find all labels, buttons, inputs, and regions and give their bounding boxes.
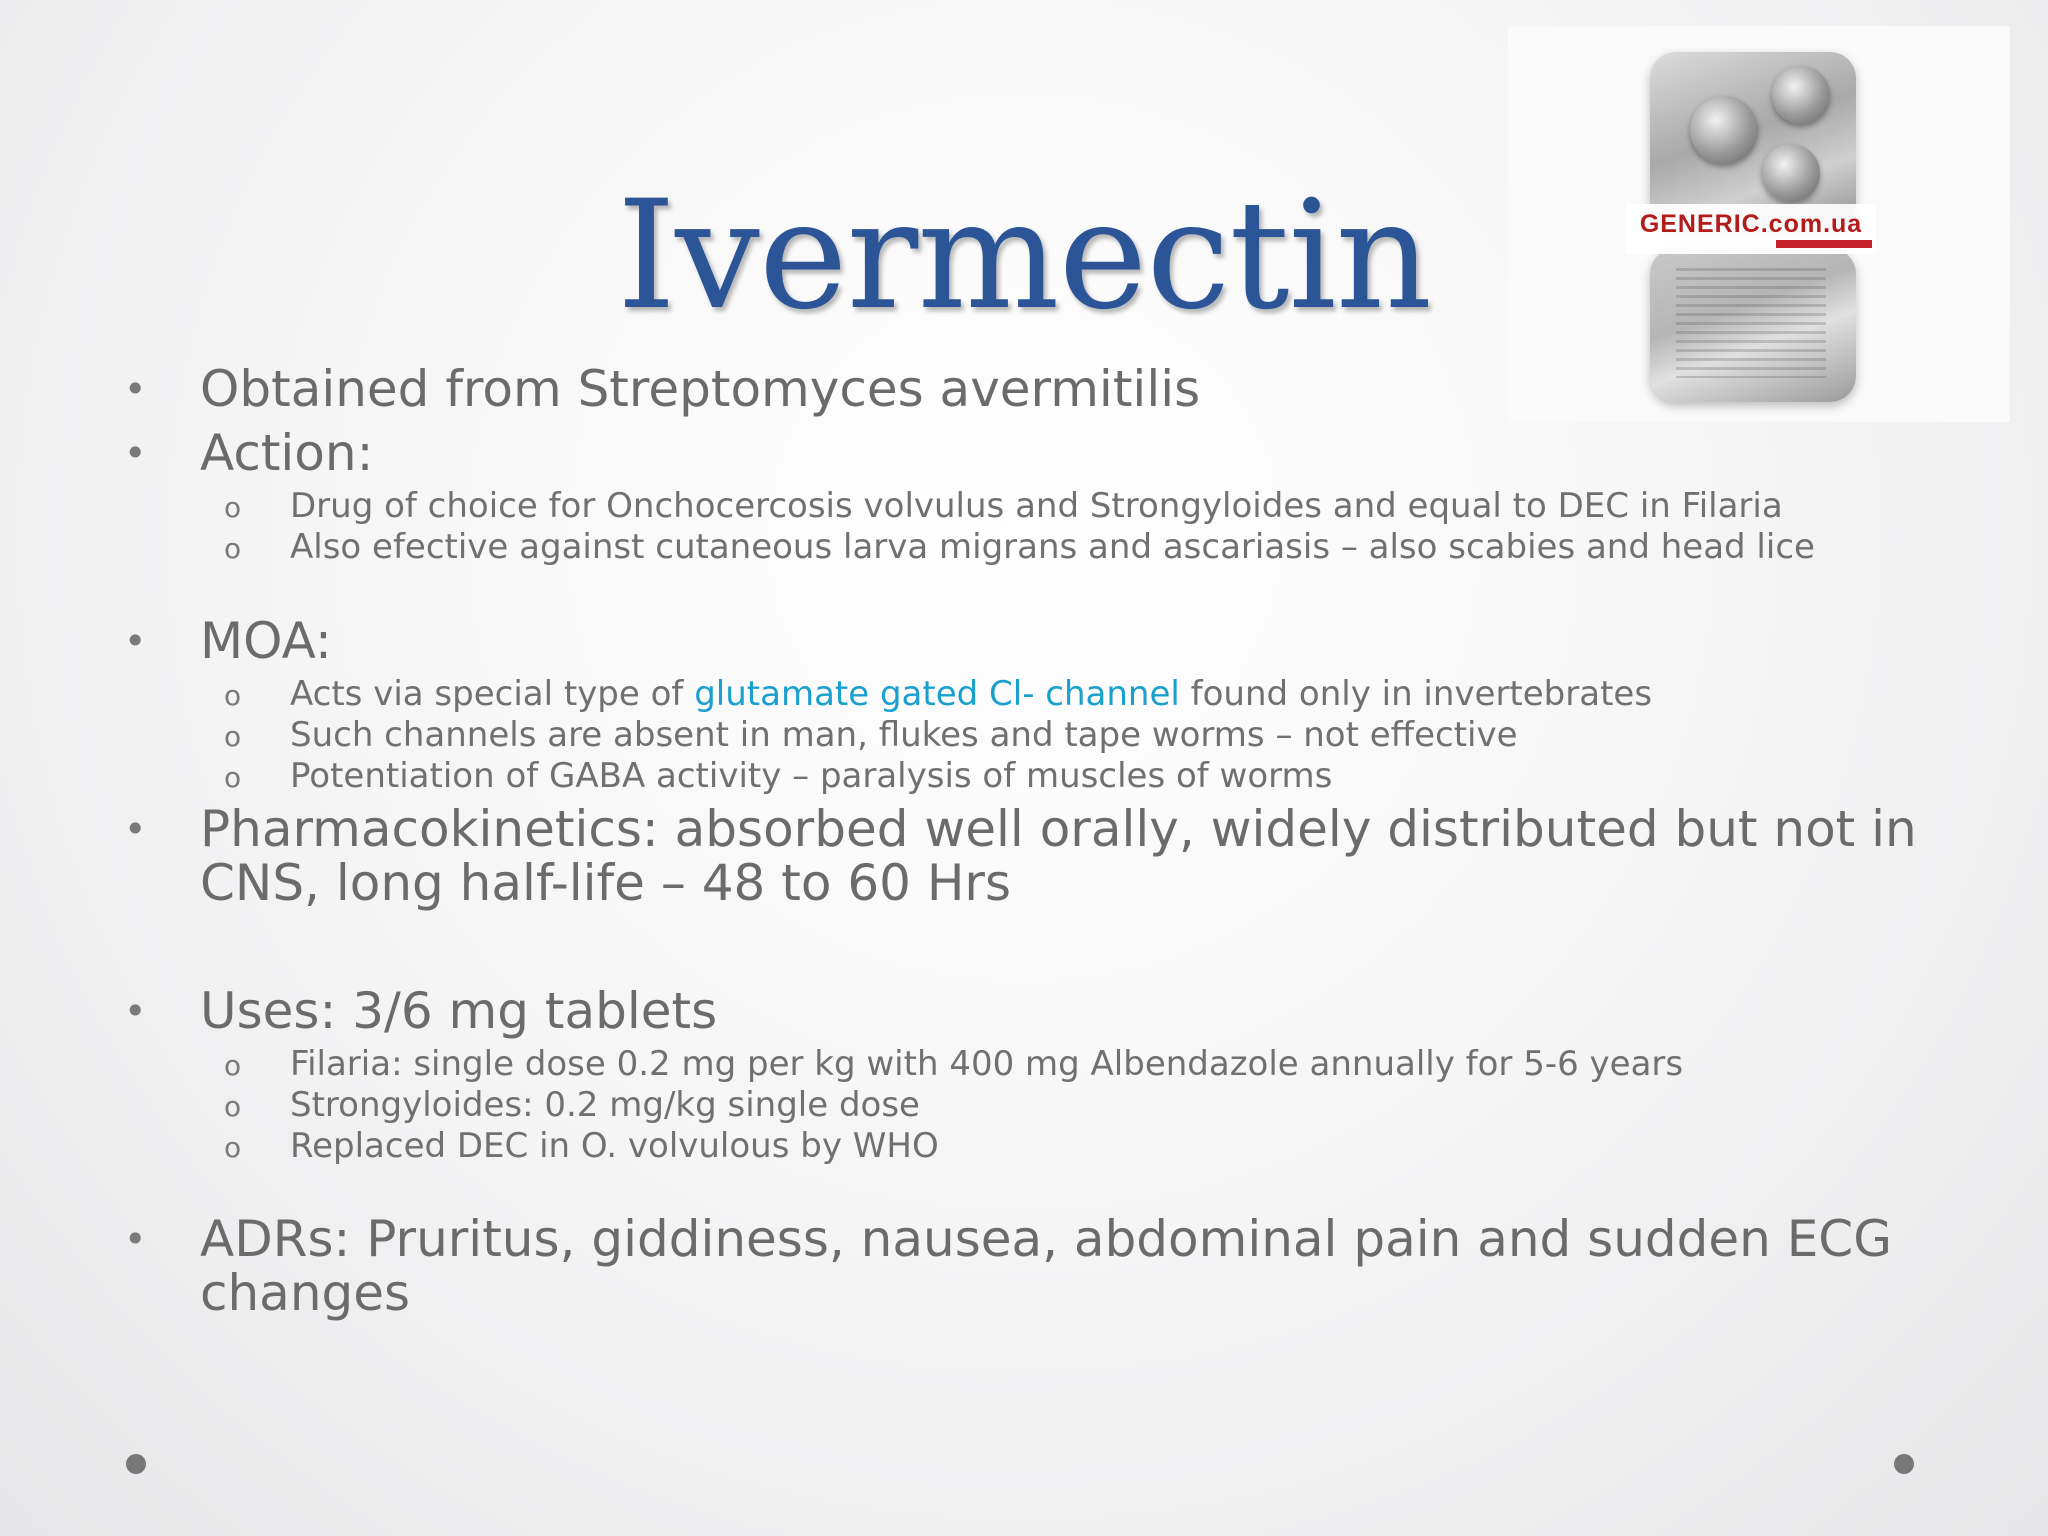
sub-bullet-moa-3 — [224, 756, 1333, 796]
bullet-icon: • — [124, 619, 147, 663]
tablet — [1690, 96, 1758, 164]
sub-bullet-icon: o — [224, 761, 242, 794]
bullet-text: ADRs: Pruritus, giddiness, nausea, abdominal pain and sudden ECG changes — [200, 1210, 1892, 1322]
brand-logo-text: GENERIC.com.ua — [1639, 210, 1863, 238]
highlight-text: glutamate gated Cl- channel — [694, 674, 1180, 714]
bullet-text: MOA: — [200, 612, 332, 670]
sub-bullet-icon: o — [224, 720, 242, 753]
sub-bullet-icon: o — [224, 532, 242, 565]
sub-bullet-text: Filaria: single dose 0.2 mg per kg with 400 mg Albendazole annually for 5-6 years — [290, 1044, 1684, 1084]
sub-bullet-moa-1 — [224, 674, 1653, 714]
sub-bullet-icon: o — [224, 1131, 242, 1164]
sub-bullet-prefix: Acts via special type of — [290, 674, 695, 714]
decorative-dot-right — [1894, 1454, 1914, 1474]
bullet-adrs — [124, 1210, 1920, 1322]
slide-title: Ivermectin — [616, 169, 1432, 343]
bullet-icon: • — [124, 807, 147, 851]
sub-bullet-text: Drug of choice for Onchocercosis volvulus and Strongyloides and equal to DEC in Filaria — [290, 486, 1783, 526]
bullet-text: Action: — [200, 424, 374, 482]
sub-bullet-text: Replaced DEC in O. volvulous by WHO — [290, 1126, 939, 1166]
bullet-icon: • — [124, 1217, 147, 1261]
sub-bullet-text: Also efective against cutaneous larva migrans and ascariasis – also scabies and head lice — [290, 527, 1815, 567]
decorative-dot-left — [126, 1454, 146, 1474]
sub-bullet-icon: o — [224, 491, 242, 524]
sub-bullet-moa-2 — [224, 715, 1518, 755]
sub-bullet-uses-1 — [224, 1044, 1684, 1084]
bullet-text: Uses: 3/6 mg tablets — [200, 982, 718, 1040]
sub-bullet-uses-3 — [224, 1126, 939, 1166]
sub-bullet-action-1 — [224, 486, 1783, 526]
sub-bullet-text: Strongyloides: 0.2 mg/kg single dose — [290, 1085, 920, 1125]
bullet-text: Obtained from Streptomyces avermitilis — [200, 360, 1201, 418]
sub-bullet-text: Potentiation of GABA activity – paralysis of muscles of worms — [290, 756, 1333, 796]
bullet-source — [124, 360, 1201, 418]
sub-bullet-suffix: found only in invertebrates — [1179, 674, 1653, 714]
bullet-action — [124, 424, 374, 482]
bullet-icon: • — [124, 431, 147, 475]
sub-bullet-text: Such channels are absent in man, flukes and tape worms – not effective — [290, 715, 1518, 755]
sub-bullet-icon: o — [224, 1090, 242, 1123]
bullet-uses — [124, 982, 718, 1040]
sub-bullet-icon: o — [224, 1049, 242, 1082]
sub-bullet-action-2 — [224, 527, 1815, 567]
bullet-moa — [124, 612, 332, 670]
bullet-pharmacokinetics — [124, 800, 1920, 912]
bullet-icon: • — [124, 367, 147, 411]
bullet-icon: • — [124, 989, 147, 1033]
tablet — [1772, 66, 1830, 124]
sub-bullet-icon: o — [224, 679, 242, 712]
sub-bullet-uses-2 — [224, 1085, 920, 1125]
bullet-text: Pharmacokinetics: absorbed well orally, widely distributed but not in CNS, long half-life – 48 to 60 Hrs — [200, 800, 1917, 912]
